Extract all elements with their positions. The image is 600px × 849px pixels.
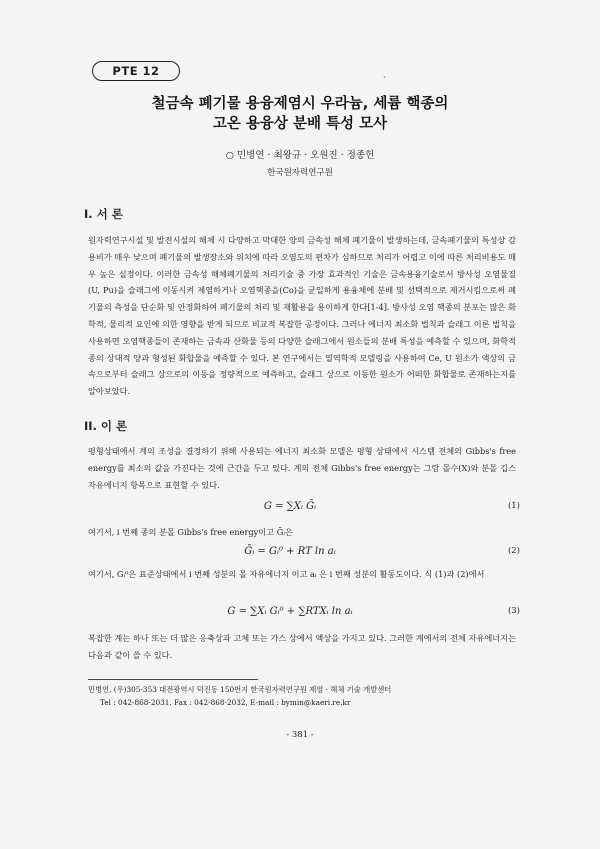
affiliation: 한국원자력연구원 [267,168,333,178]
theory-paragraph-1: 평형상태에서 계의 조성을 결정하기 위해 사용되는 에너지 최소화 모델은 평형 상태에서 시스템 전체의 Gibbs's free energy를 최소의 값을 가진다는 것에 근간을 두고 있다. 계의 전체 Gibbs's free energy는 그람 몰수(X)와 분몰 깁스 자유에너지 항목으로 표현할 수 있다. [88,446,516,490]
footnote-address: 민병연, (우)305-353 대전광역시 덕진동 150번지 한국원자력연구원 제염 · 해체 기술 개발센터 [88,685,392,694]
paper-title-line2: 고온 용융상 분배 특성 모사 [212,116,388,132]
footnote-rule [88,679,258,680]
equation-2-number: (2) [507,546,520,556]
where-text-1: 여기서, i 번째 종의 분몰 Gibbs's free energy이고 Ḡᵢ은 [88,527,293,537]
stray-mark: ˎ [383,69,386,79]
equation-1-formula: G = ∑Xᵢ Ḡᵢ [263,501,317,512]
equation-2 [150,546,520,566]
equation-1-number: (1) [507,501,520,511]
equation-3-number: (3) [507,606,520,616]
page-number: - 381 - [286,730,314,740]
intro-paragraph: 원자력연구시설 및 발전시설의 해체 시 다양하고 막대한 양의 금속성 해체 폐기물이 발생하는데, 금속폐기물의 특성상 감용비가 매우 낮으며 폐기물의 발생장소와 위치에 따라 오염도의 편차가 심하므로 처리가 어렵고 이에 따른 처리비용도 매우 높은 실정이다. 이러한 금속성 해체폐기물의 처리기술 중 가장 효과적인 기술은 금속용융기술로서 방사성 오염물질(U, Pu)을 슬래그에 이동시켜 제염하거나 오염핵종을(Co)을 균일하게 용융체에 분배 및 선택적으로 제거시킴으로써 폐기물의 측성을 단순화 및 안정화하여 폐기물의 처리 및 재활용을 용이하게 한다[1-4]. 방사성 오염 핵종의 분포는 많은 화학적, 물리적 요인에 의한 영향을 받게 되므로 비교적 복잡한 공정이다. 그러나 에너지 최소화 법칙과 슬래그 이론 법칙을 사용하면 오염핵종들이 존재하는 금속과 산화물 등의 다양한 슬래그에서 원소들의 분배 특성을 예측할 수 있으며, 화학적 종의 상대적 양과 형성된 화합물을 예측할 수 있다. 본 연구에서는 열역학적 모델링을 사용하여 Ce, U 원소가 액상의 금속으로부터 슬래그 상으로의 이동을 정량적으로 예측하고, 슬래그 상으로 이동한 원소가 어떠한 화합물로 존재하는지를 알아보았다. [88,235,516,397]
where-text-2: 여기서, Gᵢ⁰은 표준상태에서 i 번째 성분의 몰 자유에너지 이고 aᵢ 은 i 번째 성분의 활동도이다. 식 (1)과 (2)에서 [88,569,485,579]
equation-3-formula: G = ∑Xᵢ Gᵢ⁰ + ∑RTXᵢ ln aᵢ [227,606,353,617]
theory-paragraph-2: 복잡한 계는 하나 또는 더 많은 응축상과 고체 또는 가스 상에서 액상을 가지고 있다. 그러한 계에서의 전체 자유에너지는 다음과 같이 쓸 수 있다. [88,633,516,660]
equation-2-formula: Ḡᵢ = Gᵢ⁰ + RT ln aᵢ [244,546,336,557]
equation-1 [150,501,520,521]
author-list: ○ 민병연 · 최왕규 · 오원진 · 정종헌 [225,150,375,161]
equation-3 [150,606,520,626]
footnote-contact: Tel : 042-868-2031, Fax : 042-868-2032, E-mail : bymin@kaeri.re.kr [100,698,351,707]
section-heading-intro: I. 서 론 [84,207,123,221]
section-heading-theory: II. 이 론 [84,419,128,433]
paper-title-line1: 철금속 폐기물 용융제염시 우라늄, 세륨 핵종의 [151,96,449,112]
session-badge: PTE 12 [92,61,180,81]
